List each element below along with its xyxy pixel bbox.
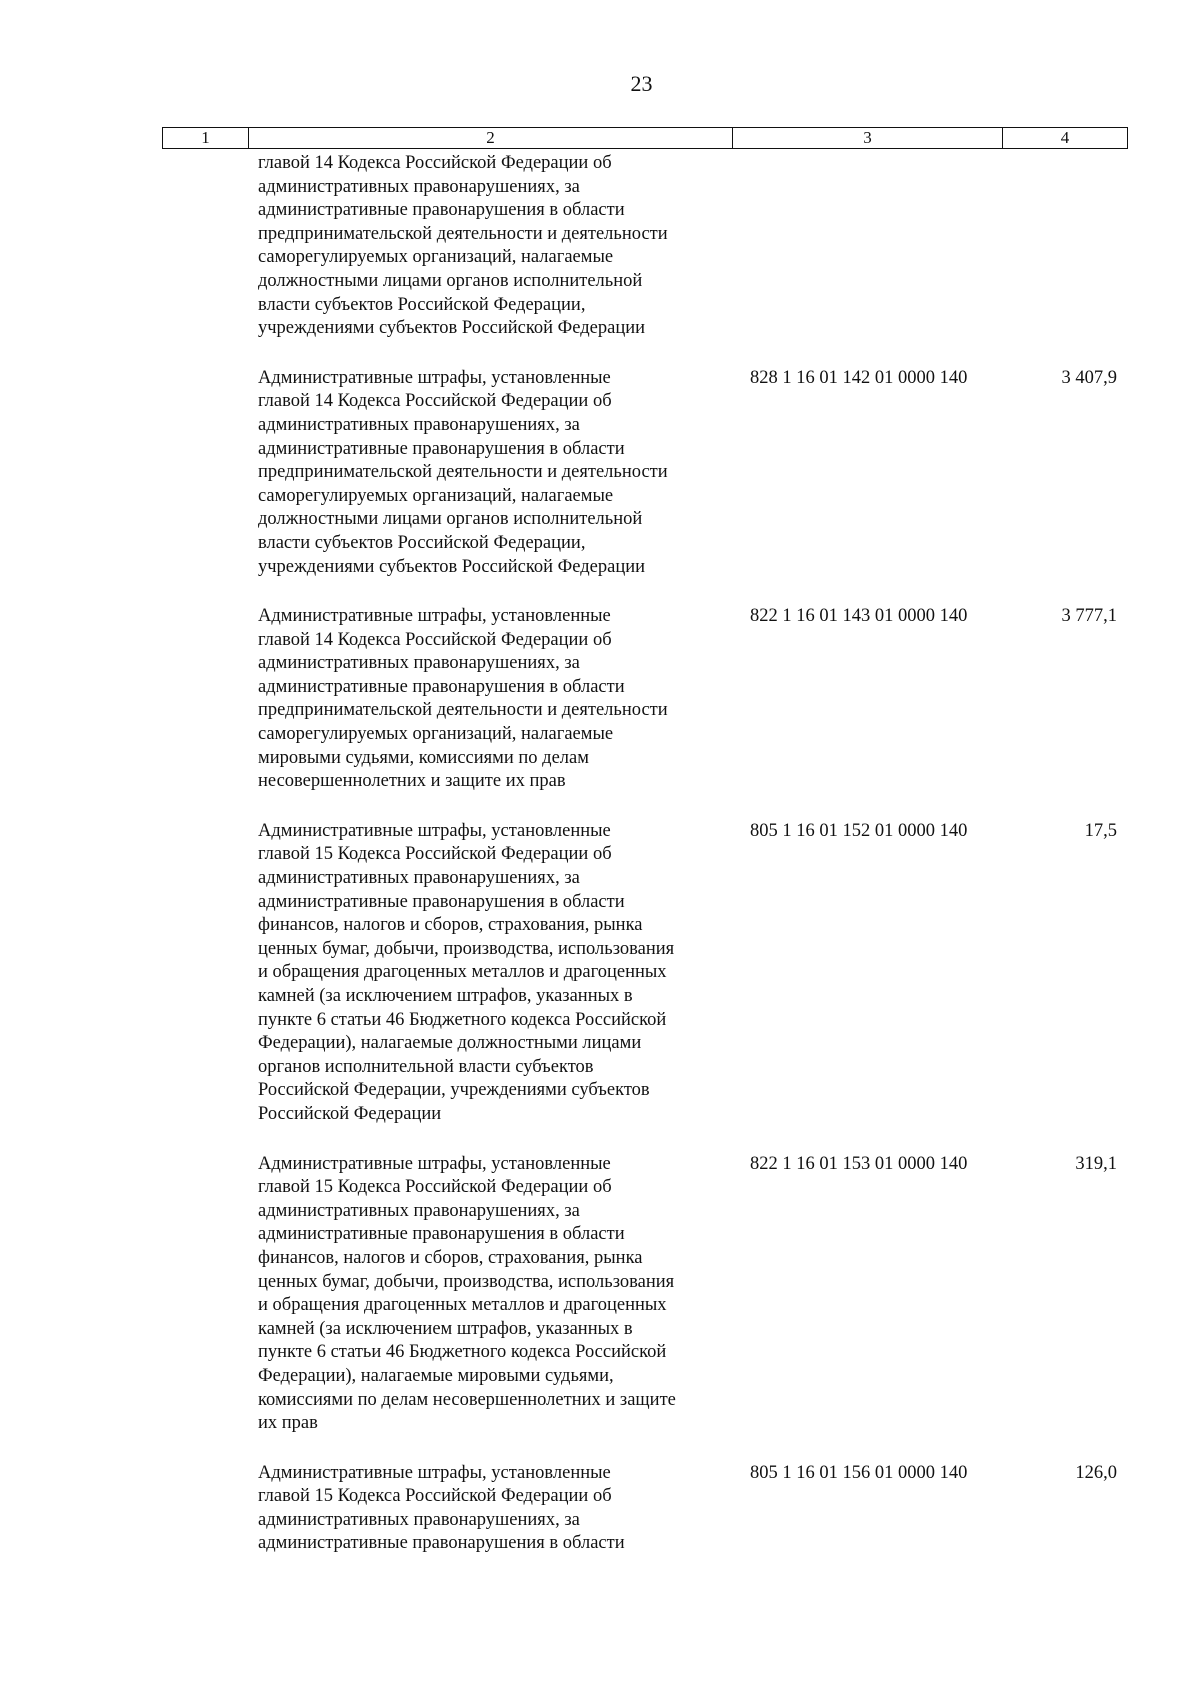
row-name: Административные штрафы, установленные главой 14 Кодекса Российской Федерации об административных правонарушениях, за административные правонарушения в области предпринимательской деятельности и деятельности саморегулируемых организаций, налагаемые должностными лицами органов исполнительной власти субъектов Российской Федерации, учреждениями субъектов Российской Федерации <box>258 367 668 577</box>
row-code: 805 1 16 01 152 01 0000 140 <box>750 820 968 841</box>
row-name: Административные штрафы, установленные главой 15 Кодекса Российской Федерации об административных правонарушениях, за административные правонарушения в области финансов, налогов и сборов, страхования, рынка ценных бумаг, добычи, производства, использования и обращения драгоценных металлов и драгоценных камней (за исключением штрафов, указанных в пункте 6 статьи 46 Бюджетного кодекса Российской Федерации), налагаемые мировыми судьями, комиссиями по делам несовершеннолетних и защите их прав <box>258 1153 676 1434</box>
row-code: 822 1 16 01 143 01 0000 140 <box>750 606 968 627</box>
row-code: 805 1 16 01 156 01 0000 140 <box>750 1462 968 1483</box>
row-amount: 3 777,1 <box>1061 606 1117 627</box>
row-amount <box>1002 152 1128 341</box>
row-number-cell <box>162 1462 258 1556</box>
row-name: Административные штрафы, установленные главой 15 Кодекса Российской Федерации об административных правонарушениях, за административные правонарушения в области финансов, налогов и сборов, страхования, рынка ценных бумаг, добычи, производства, использования и обращения драгоценных металлов и драгоценных камней (за исключением штрафов, указанных в пункте 6 статьи 46 Бюджетного кодекса Российской Федерации), налагаемые должностными лицами органов исполнительной власти субъектов Российской Федерации, учреждениями субъектов Российской Федерации <box>258 820 675 1124</box>
row-amount: 319,1 <box>1075 1153 1117 1174</box>
row-code <box>732 152 1002 341</box>
row-number-cell <box>162 1153 258 1436</box>
table-body <box>162 152 1128 1582</box>
header-col-4: 4 <box>1060 128 1070 147</box>
row-amount: 3 407,9 <box>1061 367 1117 388</box>
table-row <box>162 1462 1128 1556</box>
row-amount: 17,5 <box>1084 820 1117 841</box>
page-number: 23 <box>630 71 653 96</box>
row-name: Административные штрафы, установленные главой 15 Кодекса Российской Федерации об административных правонарушениях, за административные правонарушения в области <box>258 1462 625 1554</box>
header-col-1: 1 <box>163 128 249 148</box>
row-amount: 126,0 <box>1075 1462 1117 1483</box>
row-name: Административные штрафы, установленные главой 14 Кодекса Российской Федерации об административных правонарушениях, за административные правонарушения в области предпринимательской деятельности и деятельности саморегулируемых организаций, налагаемые мировыми судьями, комиссиями по делам несовершеннолетних и защите их прав <box>258 606 668 792</box>
table-header <box>162 127 1128 149</box>
row-number-cell <box>162 820 258 1127</box>
row-number-cell <box>162 152 258 341</box>
header-col-3: 3 <box>733 128 1003 148</box>
row-number-cell <box>162 605 258 794</box>
table-row <box>162 1153 1128 1436</box>
row-code: 822 1 16 01 153 01 0000 140 <box>750 1153 968 1174</box>
table-row <box>162 367 1128 579</box>
table-row <box>162 605 1128 794</box>
row-code: 828 1 16 01 142 01 0000 140 <box>750 367 968 388</box>
header-col-2: 2 <box>249 128 733 148</box>
table-row <box>162 152 1128 341</box>
row-number-cell <box>162 367 258 579</box>
table-row <box>162 820 1128 1127</box>
row-name: главой 14 Кодекса Российской Федерации об административных правонарушениях, за административные правонарушения в области предпринимательской деятельности и деятельности саморегулируемых организаций, налагаемые должностными лицами органов исполнительной власти субъектов Российской Федерации, учреждениями субъектов Российской Федерации <box>258 153 668 339</box>
